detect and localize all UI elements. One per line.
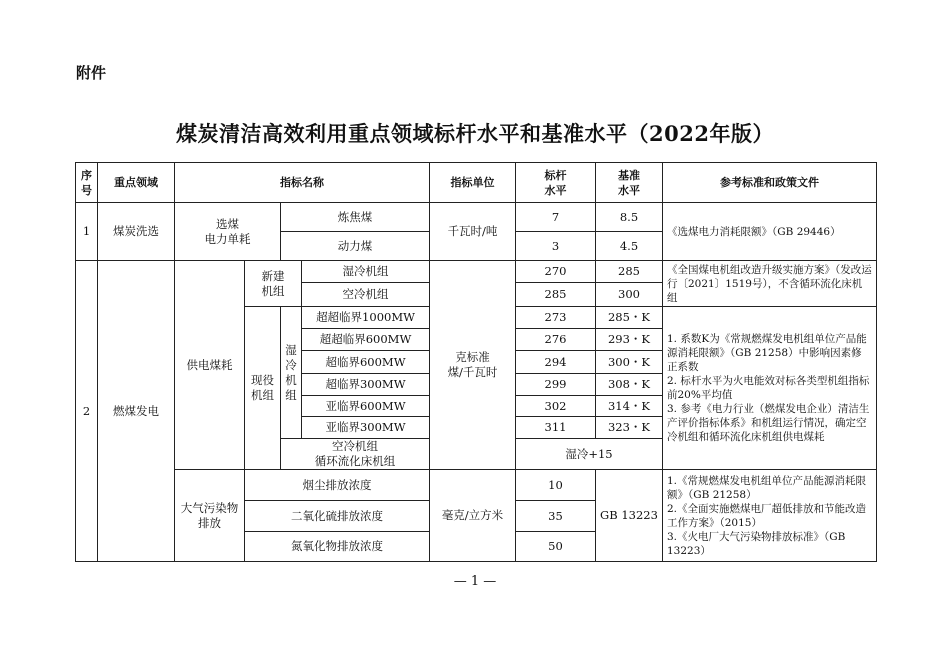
header-benchmark: 标杆 水平 — [516, 163, 596, 203]
baseline-value: 4.5 — [596, 232, 663, 261]
baseline-value: 300 — [596, 283, 663, 307]
baseline-value: 308・K — [596, 374, 663, 396]
table-row — [76, 261, 877, 283]
indicator-name: 氮氧化物排放浓度 — [245, 532, 430, 562]
category-cell: 大气污染物 排放 — [175, 470, 245, 562]
page-title: 煤炭清洁高效利用重点领域标杆水平和基准水平（2022年版） — [176, 121, 774, 146]
table-row — [76, 203, 877, 232]
benchmark-value: 3 — [516, 232, 596, 261]
table-row — [76, 470, 877, 501]
indicator-name: 二氧化硫排放浓度 — [245, 501, 430, 532]
indicator-name: 烟尘排放浓度 — [245, 470, 430, 501]
attachment-label: 附件 — [76, 64, 107, 82]
indicator-name: 动力煤 — [281, 232, 430, 261]
benchmark-value: 276 — [516, 329, 596, 351]
indicator-name: 亚临界600MW — [302, 396, 430, 417]
reference-cell: 1.《常规燃煤发电机组单位产品能源消耗限额》（GB 21258） 2.《全面实施燃煤电厂超低排放和节能改造工作方案》（2015） 3.《火电厂大气污染物排放标准》（GB 13223） — [663, 470, 877, 562]
header-reference: 参考标准和政策文件 — [663, 163, 877, 203]
indicator-name: 超临界600MW — [302, 351, 430, 374]
benchmark-value: 50 — [516, 532, 596, 562]
reference-cell: 1. 系数K为《常规燃煤发电机组单位产品能源消耗限额》（GB 21258）中影响因素修正系数 2. 标杆水平为火电能效对标各类型机组指标前20%平均值 3. 参考《电力行业（燃煤发电企业）清洁生产评价指标体系》和机组运行情况，确定空冷机组和循环流化床机组供电煤耗 — [663, 307, 877, 470]
new-units-label: 新建 机组 — [245, 261, 302, 307]
benchmark-value: 273 — [516, 307, 596, 329]
baseline-value: 323・K — [596, 417, 663, 439]
benchmark-value: 285 — [516, 283, 596, 307]
category-cell: 供电煤耗 — [175, 261, 245, 470]
baseline-value: 285・K — [596, 307, 663, 329]
baseline-value: 8.5 — [596, 203, 663, 232]
existing-units-label: 现役 机组 — [245, 307, 281, 470]
indicator-name: 空冷机组 循环流化床机组 — [281, 439, 430, 470]
row-number: 2 — [76, 261, 98, 562]
header-unit: 指标单位 — [430, 163, 516, 203]
unit-cell: 千瓦时/吨 — [430, 203, 516, 261]
page-number: — 1 — — [453, 574, 497, 589]
header-no: 序 号 — [76, 163, 98, 203]
baseline-value: 293・K — [596, 329, 663, 351]
reference-cell: 《全国煤电机组改造升级实施方案》（发改运行〔2021〕1519号），不含循环流化床机组 — [663, 261, 877, 307]
benchmark-value: 270 — [516, 261, 596, 283]
header-area: 重点领域 — [98, 163, 175, 203]
indicator-name: 湿冷机组 — [302, 261, 430, 283]
benchmark-value: 302 — [516, 396, 596, 417]
benchmark-value: 7 — [516, 203, 596, 232]
indicator-name: 超临界300MW — [302, 374, 430, 396]
baseline-value: 285 — [596, 261, 663, 283]
indicator-name: 炼焦煤 — [281, 203, 430, 232]
reference-cell: 《选煤电力消耗限额》（GB 29446） — [663, 203, 877, 261]
benchmark-value: 35 — [516, 501, 596, 532]
category-cell: 选煤 电力单耗 — [175, 203, 281, 261]
area-cell: 煤炭洗选 — [98, 203, 175, 261]
unit-cell: 毫克/立方米 — [430, 470, 516, 562]
combined-value: 湿冷+15 — [516, 439, 663, 470]
benchmark-table — [75, 162, 877, 562]
unit-cell: 克标准 煤/千瓦时 — [430, 261, 516, 470]
header-row — [76, 163, 877, 203]
indicator-name: 超超临界600MW — [302, 329, 430, 351]
area-cell: 燃煤发电 — [98, 261, 175, 562]
indicator-name: 空冷机组 — [302, 283, 430, 307]
baseline-value: 314・K — [596, 396, 663, 417]
header-baseline: 基准 水平 — [596, 163, 663, 203]
baseline-value: 300・K — [596, 351, 663, 374]
indicator-name: 超超临界1000MW — [302, 307, 430, 329]
header-indicator: 指标名称 — [175, 163, 430, 203]
baseline-value: GB 13223 — [596, 470, 663, 562]
row-number: 1 — [76, 203, 98, 261]
wet-cooling-label: 湿 冷 机 组 — [281, 307, 302, 439]
benchmark-value: 299 — [516, 374, 596, 396]
benchmark-value: 10 — [516, 470, 596, 501]
indicator-name: 亚临界300MW — [302, 417, 430, 439]
benchmark-value: 294 — [516, 351, 596, 374]
benchmark-value: 311 — [516, 417, 596, 439]
